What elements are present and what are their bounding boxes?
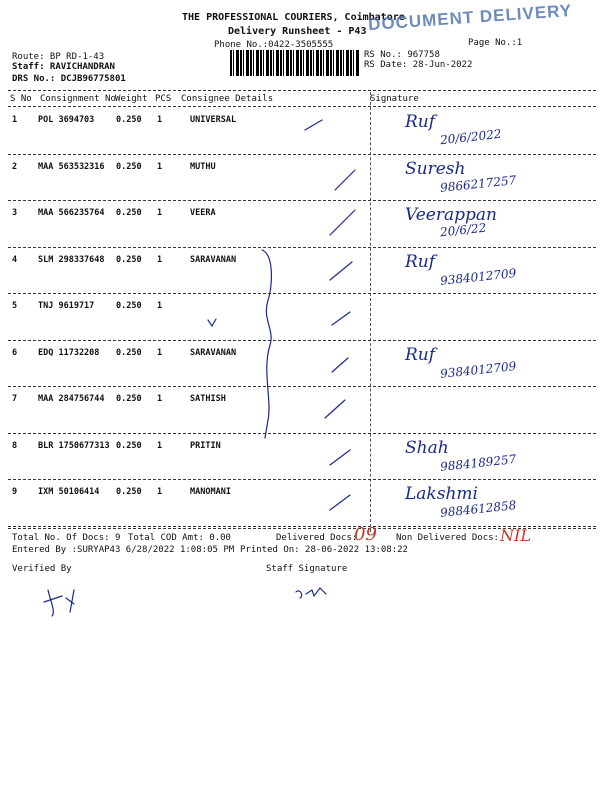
cell-consignee: PRITIN <box>190 440 221 451</box>
non-delivered-docs-label: Non Delivered Docs: <box>396 533 499 543</box>
signature-note-handwritten: 20/6/22 <box>439 220 487 240</box>
cell-weight: 0.250 <box>116 440 142 451</box>
non-delivered-docs-handwritten: NIL <box>500 526 531 545</box>
document-delivery-stamp: DOCUMENT DELIVERY <box>367 0 573 35</box>
cell-consignment: BLR 1750677313 <box>38 440 110 451</box>
cell-consignment: SLM 298337648 <box>38 254 105 265</box>
col-sno: S No <box>10 94 32 104</box>
drs-number: DRS No.: DCJB96775801 <box>12 74 126 84</box>
tick-mark-1 <box>305 120 322 130</box>
cell-weight: 0.250 <box>116 347 142 358</box>
tick-mark-6 <box>332 358 348 372</box>
verified-by-label: Verified By <box>12 564 72 574</box>
cell-consignment: IXM 50106414 <box>38 487 100 497</box>
phone-number: Phone No.:0422-3505555 <box>214 40 334 50</box>
total-docs: Total No. Of Docs: 9 <box>12 533 121 543</box>
delivered-docs-label: Delivered Docs: <box>276 533 358 543</box>
cell-consignment: POL 3694703 <box>38 115 95 125</box>
col-signature: Signature <box>370 94 419 104</box>
cell-sno: 1 <box>12 115 18 125</box>
staff-signature-mark <box>296 588 326 598</box>
cell-pcs: 1 <box>157 394 163 404</box>
cell-consignee: SATHISH <box>190 394 226 404</box>
cell-sno: 7 <box>12 394 18 404</box>
col-consignment: Consignment No <box>40 94 116 104</box>
cell-weight: 0.250 <box>116 487 142 497</box>
tick-mark-7 <box>325 400 345 418</box>
rs-number: RS No.: 967758 <box>364 50 440 60</box>
signature-note-handwritten: 9884612858 <box>439 498 517 520</box>
signature-handwritten: Veerappan <box>405 205 497 225</box>
tick-mark-3 <box>330 210 355 235</box>
signature-note-handwritten: 9866217257 <box>439 172 517 195</box>
signature-handwritten: Shah <box>405 437 449 458</box>
route: Route: BP RD-1-43 <box>12 52 105 62</box>
cell-consignee: SARAVANAN <box>190 347 237 358</box>
col-consignee: Consignee Details <box>181 94 274 104</box>
cell-pcs: 1 <box>157 440 163 451</box>
cell-weight: 0.250 <box>116 161 142 172</box>
cell-sno: 6 <box>12 347 18 358</box>
cell-consignee: VEERA <box>190 208 216 218</box>
cell-sno: 4 <box>12 254 18 265</box>
signature-handwritten: Lakshmi <box>405 484 478 504</box>
col-weight: Weight <box>115 94 148 104</box>
cell-weight: 0.250 <box>116 254 142 265</box>
printed-on: Printed On: 28-06-2022 13:08:22 <box>240 545 408 555</box>
total-cod: Total COD Amt: 0.00 <box>128 533 231 543</box>
cell-pcs: 1 <box>157 347 163 358</box>
signature-handwritten: Ruf <box>405 344 436 365</box>
runsheet-title: Delivery Runsheet - P43 <box>228 26 367 37</box>
cell-pcs: 1 <box>157 487 163 497</box>
cell-pcs: 1 <box>157 115 163 125</box>
page-number: Page No.:1 <box>468 38 523 48</box>
cell-pcs: 1 <box>157 161 163 172</box>
cell-sno: 9 <box>12 487 18 497</box>
ditto-mark <box>208 319 216 326</box>
tick-mark-4 <box>330 262 352 280</box>
cell-pcs: 1 <box>157 254 163 265</box>
signature-note-handwritten: 20/6/2022 <box>439 126 503 148</box>
tick-mark-9 <box>330 495 350 510</box>
cell-weight: 0.250 <box>116 208 142 218</box>
cell-weight: 0.250 <box>116 301 142 311</box>
signature-note-handwritten: 9884189257 <box>439 451 517 474</box>
entered-by: Entered By :SURYAP43 6/28/2022 1:08:05 PM <box>12 545 235 555</box>
cell-consignment: MAA 566235764 <box>38 208 105 218</box>
cell-consignment: MAA 563532316 <box>38 161 105 172</box>
cell-sno: 8 <box>12 440 18 451</box>
signature-note-handwritten: 9384012709 <box>439 265 517 288</box>
signature-note-handwritten: 9384012709 <box>439 358 517 381</box>
cell-pcs: 1 <box>157 301 163 311</box>
staff-signature-label: Staff Signature <box>266 564 348 574</box>
cell-sno: 2 <box>12 161 18 172</box>
cell-sno: 5 <box>12 301 18 311</box>
cell-weight: 0.250 <box>116 394 142 404</box>
cell-weight: 0.250 <box>116 115 142 125</box>
tick-mark-2 <box>335 170 355 190</box>
rs-date: RS Date: 28-Jun-2022 <box>364 60 473 70</box>
tick-mark-5 <box>332 312 350 325</box>
signature-handwritten: Ruf <box>405 112 436 132</box>
cell-pcs: 1 <box>157 208 163 218</box>
cell-consignee: UNIVERSAL <box>190 115 237 125</box>
col-pcs: PCS <box>155 94 172 104</box>
company-name: THE PROFESSIONAL COURIERS, Coimbatore <box>182 12 405 23</box>
bracket-mark <box>262 250 271 438</box>
verifier-signature <box>44 590 74 616</box>
cell-consignee: MUTHU <box>190 161 216 172</box>
cell-consignment: MAA 284756744 <box>38 394 105 404</box>
tick-mark-8 <box>330 450 350 465</box>
signature-handwritten: Ruf <box>405 251 436 272</box>
staff-name: Staff: RAVICHANDRAN <box>12 62 115 72</box>
cell-consignee: MANOMANI <box>190 487 231 497</box>
cell-consignment: TNJ 9619717 <box>38 301 95 311</box>
delivered-docs-handwritten: 09 <box>354 524 377 545</box>
signature-handwritten: Suresh <box>405 158 466 179</box>
cell-sno: 3 <box>12 208 18 218</box>
cell-consignee: SARAVANAN <box>190 254 237 265</box>
cell-consignment: EDQ 11732208 <box>38 347 100 358</box>
